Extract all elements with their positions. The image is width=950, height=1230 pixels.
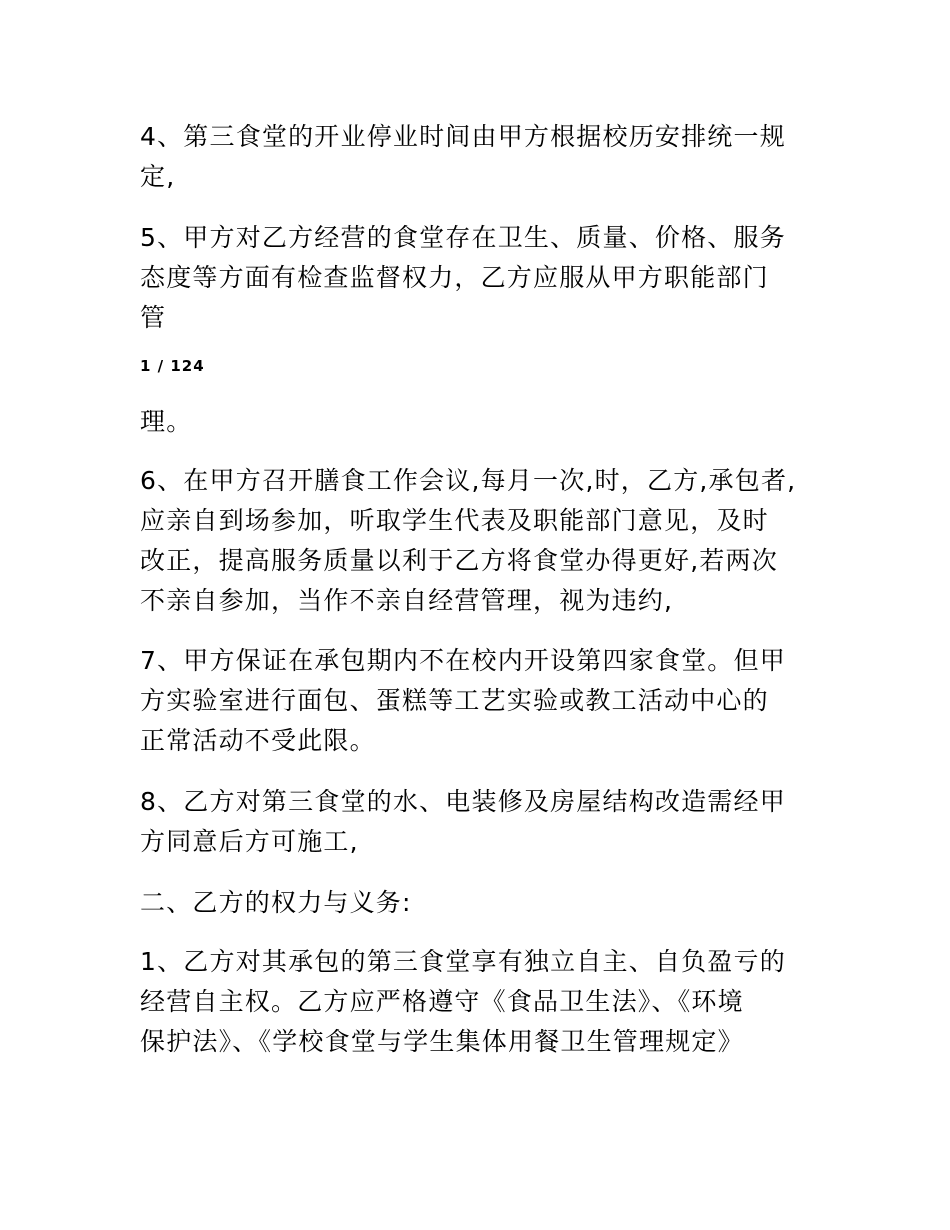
text-line: 方同意后方可施工,	[140, 827, 359, 856]
paragraph-item-8	[140, 782, 820, 862]
text-line: 5、甲方对乙方经营的食堂存在卫生、质量、价格、服务	[140, 223, 786, 252]
text-line: 不亲自参加，当作不亲自经营管理，视为违约,	[140, 586, 674, 615]
paragraph-item-1	[140, 942, 820, 1062]
paragraph-item-5	[140, 218, 820, 338]
text-line: 正常活动不受此限。	[140, 726, 376, 755]
paragraph-continuation	[140, 402, 820, 442]
text-line: 理。	[140, 407, 193, 436]
text-line: 管	[140, 303, 167, 332]
text-line: 7、甲方保证在承包期内不在校内开设第四家食堂。但甲	[140, 646, 786, 675]
text-line: 1、乙方对其承包的第三食堂享有独立自主、自负盈亏的	[140, 947, 786, 976]
text-line: 保护法》、《学校食堂与学生集体用餐卫生管理规定》	[140, 1027, 744, 1056]
paragraph-item-6	[140, 461, 820, 621]
paragraph-item-7	[140, 641, 820, 761]
text-line: 经营自主权。乙方应严格遵守《食品卫生法》、《环境	[140, 987, 744, 1016]
text-line: 8、乙方对第三食堂的水、电装修及房屋结构改造需经甲	[140, 787, 786, 816]
text-line: 定,	[140, 162, 176, 191]
text-line: 二、乙方的权力与义务:	[140, 888, 412, 917]
text-line: 6、在甲方召开膳食工作会议,每月一次,时，乙方,承包者,	[140, 466, 797, 495]
text-line: 态度等方面有检查监督权力，乙方应服从甲方职能部门	[140, 263, 769, 292]
paragraph-item-4	[140, 117, 820, 197]
text-line: 方实验室进行面包、蛋糕等工艺实验或教工活动中心的	[140, 686, 769, 715]
text-line: 4、第三食堂的开业停业时间由甲方根据校历安排统一规	[140, 122, 786, 151]
section-heading	[140, 883, 820, 923]
text-line: 改正，提高服务质量以利于乙方将食堂办得更好,若两次	[140, 546, 778, 575]
text-line: 应亲自到场参加，听取学生代表及职能部门意见，及时	[140, 506, 769, 535]
page-number: 1 / 124	[140, 357, 205, 375]
